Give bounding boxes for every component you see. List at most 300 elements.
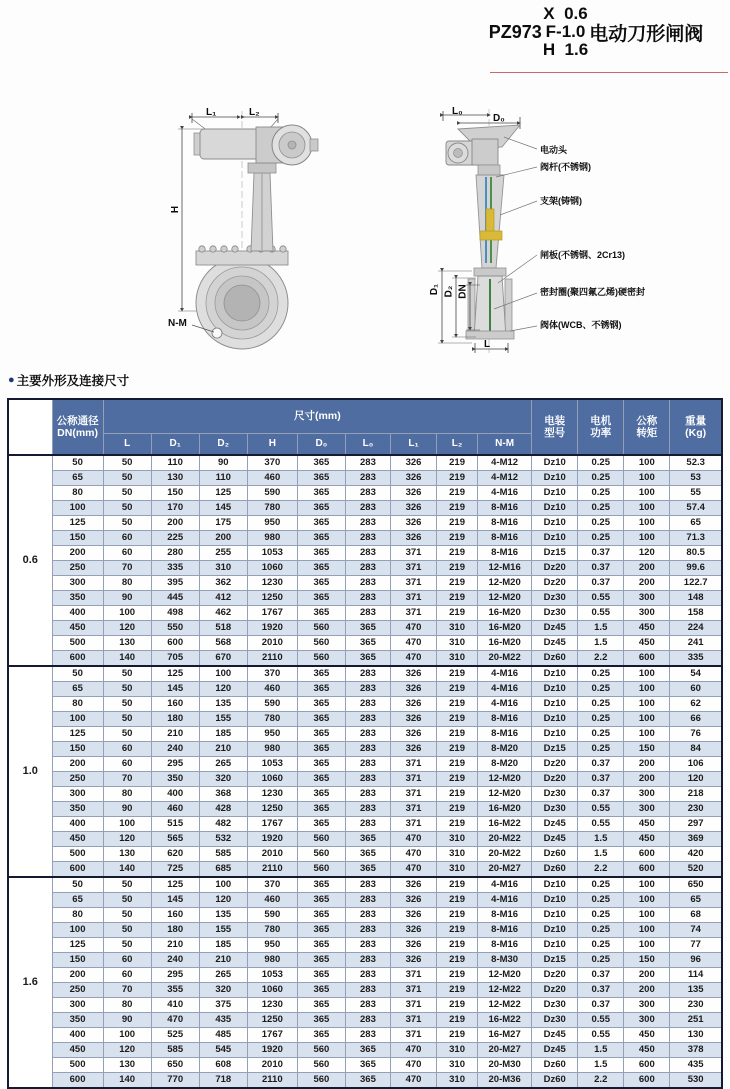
table-row [8,501,722,516]
spec-cell: 1767 [247,606,297,621]
spec-cell: 80 [52,486,103,501]
spec-cell: 80 [52,908,103,923]
spec-cell: 650 [670,877,722,893]
spec-cell: 1250 [247,591,297,606]
spec-cell: 0.37 [578,787,624,802]
spec-cell: 76 [670,727,722,742]
section-heading-text: 主要外形及连接尺寸 [16,374,130,388]
spec-cell: 1.5 [578,621,624,636]
spec-cell: 120 [199,682,247,697]
spec-cell: 445 [151,591,199,606]
spec-cell: 326 [390,712,436,727]
spec-cell: 200 [624,561,670,576]
table-row [8,576,722,591]
spec-cell: 428 [199,802,247,817]
section-heading [8,371,129,389]
spec-cell: 780 [247,501,297,516]
spec-cell: 375 [199,998,247,1013]
dim-label-h: H [170,205,182,214]
spec-cell: Dz10 [532,908,578,923]
spec-cell: 4-M16 [478,697,532,712]
spec-cell: 600 [52,651,103,667]
spec-cell: Dz10 [532,516,578,531]
spec-cell: 283 [345,486,390,501]
spec-cell: 210 [199,742,247,757]
spec-cell: 50 [103,697,151,712]
spec-cell: 130 [103,1058,151,1073]
table-row [8,651,722,667]
spec-cell: 240 [151,742,199,757]
spec-cell: 560 [297,651,345,667]
spec-cell: 150 [52,742,103,757]
table-row [8,817,722,832]
spec-cell: 200 [624,772,670,787]
spec-cell: 100 [103,1028,151,1043]
spec-cell: 200 [52,757,103,772]
spec-cell: 365 [297,817,345,832]
header-col-l2: L₂ [437,434,478,456]
model-prefix: PZ973 [488,21,542,42]
spec-cell: 219 [437,606,478,621]
spec-cell: 560 [297,847,345,862]
spec-cell: 365 [297,682,345,697]
header-col-nm: N-M [478,434,532,456]
spec-cell: 219 [437,953,478,968]
spec-cell: 283 [345,893,390,908]
spec-cell: 365 [297,787,345,802]
spec-cell: 224 [670,621,722,636]
spec-cell: 365 [297,802,345,817]
spec-cell: 371 [390,606,436,621]
spec-cell: 620 [151,847,199,862]
spec-cell: 2010 [247,847,297,862]
spec-cell: 219 [437,998,478,1013]
spec-cell: Dz45 [532,832,578,847]
table-row [8,742,722,757]
header-col-l0: L₀ [345,434,390,456]
header-col-h: H [247,434,297,456]
spec-cell: 50 [103,727,151,742]
spec-cell: 0.37 [578,757,624,772]
spec-cell: 350 [52,802,103,817]
spec-cell: 365 [345,862,390,878]
spec-cell: 283 [345,455,390,471]
spec-cell: 219 [437,727,478,742]
spec-cell: 283 [345,1028,390,1043]
callout-bracket: 支架(铸钢) [540,196,582,206]
spec-cell: 600 [151,636,199,651]
spec-cell: 1230 [247,998,297,1013]
spec-cell: 50 [103,877,151,893]
spec-cell: 0.55 [578,802,624,817]
spec-cell: 283 [345,561,390,576]
table-row [8,877,722,893]
spec-cell: 12-M20 [478,576,532,591]
spec-cell: 200 [199,531,247,546]
spec-cell: 1767 [247,1028,297,1043]
spec-cell: 1.5 [578,636,624,651]
dim-label-l0: L₀ [452,106,463,117]
spec-cell: 400 [151,787,199,802]
spec-cell: 371 [390,802,436,817]
spec-cell: 365 [345,832,390,847]
spec-cell: 371 [390,561,436,576]
spec-cell: 114 [670,968,722,983]
spec-cell: 60 [103,531,151,546]
spec-cell: 74 [670,923,722,938]
table-row [8,847,722,862]
spec-cell: 326 [390,938,436,953]
spec-cell: 130 [151,471,199,486]
spec-cell: Dz60 [532,1058,578,1073]
spec-cell: 560 [297,1073,345,1089]
spec-cell: 219 [437,546,478,561]
model-variant-stack [543,5,588,59]
spec-cell: 283 [345,531,390,546]
spec-cell: 225 [151,531,199,546]
spec-cell: Dz30 [532,787,578,802]
spec-cell: 60 [103,953,151,968]
table-row [8,486,722,501]
spec-cell: 320 [199,983,247,998]
model-title-block [462,5,730,59]
spec-cell: 560 [297,862,345,878]
spec-cell: 2110 [247,1073,297,1089]
spec-cell: 50 [103,923,151,938]
spec-cell: 297 [670,817,722,832]
spec-cell: 16-M20 [478,636,532,651]
top-flange-front [196,246,288,265]
spec-cell: 158 [670,606,722,621]
spec-cell: 518 [199,621,247,636]
spec-cell: 365 [297,546,345,561]
spec-table [7,398,723,1089]
model-variant-bottom: H 1.6 [542,40,589,59]
spec-cell: 326 [390,486,436,501]
spec-cell: Dz10 [532,727,578,742]
spec-cell: 60 [103,757,151,772]
spec-cell: 122.7 [670,576,722,591]
spec-cell: Dz10 [532,877,578,893]
header-col-d0: D₀ [297,434,345,456]
table-row [8,938,722,953]
spec-cell: 310 [437,862,478,878]
spec-cell: 219 [437,757,478,772]
spec-cell: 0.25 [578,953,624,968]
spec-cell: 265 [199,757,247,772]
spec-cell: Dz10 [532,531,578,546]
spec-cell: 326 [390,455,436,471]
spec-cell: 650 [151,1058,199,1073]
spec-cell: 0.37 [578,576,624,591]
spec-cell: 16-M20 [478,606,532,621]
spec-cell: 365 [297,1013,345,1028]
callout-valve-body: 阀体(WCB、不锈钢) [540,320,622,330]
spec-cell: 219 [437,923,478,938]
spec-cell: 283 [345,877,390,893]
table-row [8,682,722,697]
spec-cell: 8-M16 [478,727,532,742]
spec-cell: 365 [345,621,390,636]
table-row [8,1028,722,1043]
spec-cell: 412 [199,591,247,606]
spec-cell: 50 [52,877,103,893]
spec-cell: Dz10 [532,501,578,516]
spec-cell: 125 [151,877,199,893]
table-row [8,636,722,651]
spec-cell: 283 [345,908,390,923]
spec-cell: 160 [151,697,199,712]
spec-cell: 2.2 [578,651,624,667]
spec-cell: 0.25 [578,893,624,908]
spec-cell: 145 [151,682,199,697]
header-nominal-torque: 公称 转矩 [624,399,670,455]
spec-cell: Dz10 [532,666,578,682]
spec-cell: 950 [247,938,297,953]
spec-cell: 20-M36 [478,1073,532,1089]
spec-cell: 283 [345,983,390,998]
spec-cell: 0.25 [578,877,624,893]
spec-cell: 1.5 [578,1043,624,1058]
spec-cell: 50 [103,893,151,908]
spec-cell: 2110 [247,651,297,667]
spec-cell: 365 [297,561,345,576]
spec-cell: 50 [103,471,151,486]
spec-cell: 80 [103,576,151,591]
spec-cell: 371 [390,1013,436,1028]
spec-cell: 283 [345,546,390,561]
spec-cell: 460 [247,893,297,908]
spec-cell: 300 [52,576,103,591]
spec-cell: 0.37 [578,998,624,1013]
header-actuator-model: 电装 型号 [532,399,578,455]
callout-actuator-head: 电动头 [540,145,568,155]
spec-cell: 365 [297,591,345,606]
spec-cell: 310 [199,561,247,576]
spec-cell: 283 [345,606,390,621]
spec-cell: 12-M20 [478,968,532,983]
spec-cell: 170 [151,501,199,516]
spec-cell: Dz20 [532,968,578,983]
spec-cell: 365 [297,983,345,998]
spec-cell: 180 [151,712,199,727]
table-row [8,1043,722,1058]
spec-cell: 219 [437,531,478,546]
spec-cell: Dz10 [532,938,578,953]
spec-cell: 125 [199,486,247,501]
spec-cell: 1.5 [578,1058,624,1073]
callout-gate-plate: 闸板(不锈钢、2Cr13) [540,250,626,260]
spec-cell: 560 [297,621,345,636]
spec-cell: 378 [670,1043,722,1058]
spec-cell: 365 [297,516,345,531]
spec-cell: 283 [345,727,390,742]
spec-cell: 470 [390,636,436,651]
spec-cell: 470 [390,1058,436,1073]
spec-cell: 100 [624,666,670,682]
spec-cell: 980 [247,531,297,546]
spec-cell: 96 [670,953,722,968]
spec-cell: 600 [624,847,670,862]
spec-cell: 80 [103,998,151,1013]
table-row [8,787,722,802]
spec-cell: Dz60 [532,651,578,667]
table-row [8,953,722,968]
spec-cell: 300 [624,591,670,606]
spec-cell: 130 [670,1028,722,1043]
spec-cell: 80.5 [670,546,722,561]
spec-cell: 560 [297,1058,345,1073]
spec-cell: 365 [297,727,345,742]
spec-cell: 120 [199,893,247,908]
spec-cell: 368 [199,787,247,802]
spec-cell: 219 [437,712,478,727]
spec-cell: 2.2 [578,862,624,878]
spec-cell: 250 [52,561,103,576]
spec-cell: Dz60 [532,847,578,862]
spec-cell: Dz20 [532,757,578,772]
spec-cell: 8-M16 [478,546,532,561]
spec-cell: 365 [345,1043,390,1058]
spec-cell: 365 [297,606,345,621]
spec-cell: 250 [52,983,103,998]
spec-cell: 219 [437,1028,478,1043]
spec-cell: 470 [390,651,436,667]
spec-cell: Dz10 [532,923,578,938]
spec-cell: 310 [437,621,478,636]
spec-cell: 219 [437,561,478,576]
spec-cell: 50 [103,455,151,471]
spec-cell: 100 [624,455,670,471]
table-row [8,1073,722,1089]
spec-cell: 4-M16 [478,877,532,893]
spec-cell: 450 [52,1043,103,1058]
header-dn: 公称通径 DN(mm) [52,399,103,455]
spec-cell: 600 [624,862,670,878]
spec-cell: 600 [624,651,670,667]
spec-cell: 8-M16 [478,531,532,546]
spec-cell: 50 [103,938,151,953]
spec-cell: 50 [52,455,103,471]
spec-cell: Dz30 [532,1013,578,1028]
table-row [8,666,722,682]
spec-cell: 219 [437,983,478,998]
spec-table-body [8,455,722,1088]
spec-cell: 435 [199,1013,247,1028]
spec-cell: 160 [151,908,199,923]
spec-cell: 50 [103,501,151,516]
spec-cell: 515 [151,817,199,832]
spec-cell: 251 [670,1013,722,1028]
spec-cell: 125 [52,727,103,742]
spec-cell: 0.55 [578,591,624,606]
table-row [8,862,722,878]
spec-cell: 250 [52,772,103,787]
spec-cell: 365 [297,893,345,908]
table-row [8,621,722,636]
spec-cell: 585 [151,1043,199,1058]
spec-cell: 12-M20 [478,591,532,606]
spec-cell: 470 [390,862,436,878]
spec-cell: 371 [390,591,436,606]
spec-cell: 150 [624,742,670,757]
spec-cell: 470 [390,832,436,847]
spec-cell: 0.25 [578,697,624,712]
dim-label-l1: L₁ [206,107,217,118]
spec-cell: 100 [624,697,670,712]
table-row [8,983,722,998]
spec-cell: 120 [103,1043,151,1058]
table-row [8,802,722,817]
spec-cell: 125 [52,938,103,953]
table-row [8,546,722,561]
spec-cell: 326 [390,953,436,968]
spec-cell: 100 [624,893,670,908]
spec-cell: Dz30 [532,802,578,817]
spec-cell: 150 [52,953,103,968]
spec-cell: 210 [151,938,199,953]
spec-cell: 219 [437,742,478,757]
model-variant-top: X 0.6 [543,4,588,23]
spec-cell: 670 [199,651,247,667]
spec-cell: 371 [390,757,436,772]
table-row [8,998,722,1013]
spec-cell: 980 [247,742,297,757]
spec-cell: 0.25 [578,727,624,742]
valve-body-front [196,257,288,349]
spec-cell: Dz15 [532,546,578,561]
spec-cell: 12-M22 [478,998,532,1013]
spec-cell: 365 [297,953,345,968]
spec-cell: 4-M12 [478,455,532,471]
spec-cell: 100 [624,877,670,893]
spec-cell: 200 [624,757,670,772]
table-row [8,757,722,772]
spec-cell: 4-M16 [478,682,532,697]
spec-cell: 120 [103,832,151,847]
spec-cell: 4-M16 [478,486,532,501]
spec-cell: 80 [52,697,103,712]
spec-cell: 365 [297,938,345,953]
spec-cell: 70 [103,983,151,998]
spec-cell: 365 [297,531,345,546]
spec-cell: 600 [52,862,103,878]
spec-cell: 8-M20 [478,742,532,757]
spec-cell: 485 [199,1028,247,1043]
spec-cell: 0.25 [578,516,624,531]
spec-cell: 20-M27 [478,862,532,878]
spec-cell: 365 [345,651,390,667]
spec-cell: 725 [151,862,199,878]
spec-cell: 0.25 [578,682,624,697]
spec-cell: 77 [670,938,722,953]
spec-cell: 365 [297,1028,345,1043]
valve-body-side [466,268,514,339]
spec-cell: Dz15 [532,742,578,757]
spec-cell: 283 [345,1013,390,1028]
spec-cell: 371 [390,1028,436,1043]
spec-cell: 70 [103,561,151,576]
spec-cell: 200 [624,576,670,591]
spec-cell: 219 [437,877,478,893]
table-row [8,516,722,531]
spec-cell: 310 [437,651,478,667]
spec-cell: 200 [52,968,103,983]
spec-cell: 460 [247,682,297,697]
spec-cell: 283 [345,757,390,772]
spec-cell: 371 [390,968,436,983]
spec-cell: 718 [199,1073,247,1089]
